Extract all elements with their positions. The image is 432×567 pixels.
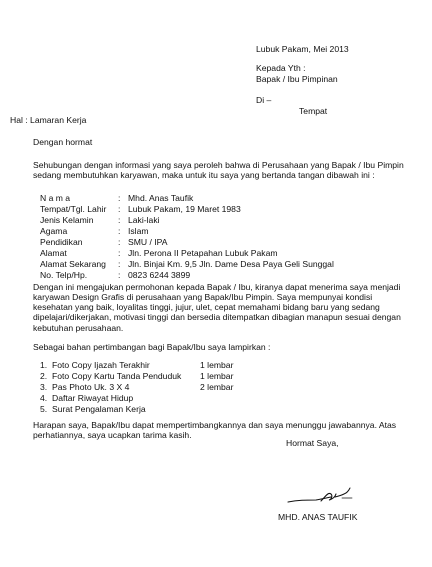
recipient-block: [256, 44, 349, 117]
detail-row: [40, 259, 400, 270]
detail-row: [40, 237, 400, 248]
item-number: 4.: [40, 393, 48, 404]
attachments-list: [40, 360, 340, 415]
item-qty: 2 lembar: [200, 382, 234, 393]
detail-label: N a m a: [40, 193, 71, 204]
item-qty: 1 lembar: [200, 360, 234, 371]
item-text: Daftar Riwayat Hidup: [52, 393, 134, 404]
place-date: Lubuk Pakam, Mei 2013: [256, 44, 349, 54]
detail-value: Lubuk Pakam, 19 Maret 1983: [128, 204, 241, 215]
detail-row: [40, 270, 400, 281]
signer-name: MHD. ANAS TAUFIK: [278, 512, 358, 522]
item-number: 3.: [40, 382, 48, 393]
detail-row: [40, 193, 400, 204]
detail-label: Pendidikan: [40, 237, 83, 248]
item-number: 5.: [40, 404, 48, 415]
detail-row: [40, 215, 400, 226]
detail-colon: :: [118, 237, 121, 248]
closing-paragraph: Harapan saya, Bapak/Ibu dapat mempertimbangkannya dan saya menunggu jawabannya. Atas perhatiannya, saya ucapkan tarima kasih.: [33, 420, 397, 441]
detail-colon: :: [118, 226, 121, 237]
list-item: [40, 393, 340, 404]
list-item: [40, 360, 340, 371]
list-item: [40, 404, 340, 415]
recipient-location: Di –: [256, 95, 272, 105]
detail-label: Agama: [40, 226, 68, 237]
detail-colon: :: [118, 204, 121, 215]
detail-label: Tempat/Tgl. Lahir: [40, 204, 107, 215]
detail-row: [40, 248, 400, 259]
detail-label: Jenis Kelamin: [40, 215, 94, 226]
detail-colon: :: [118, 193, 121, 204]
item-number: 1.: [40, 360, 48, 371]
detail-row: [40, 204, 400, 215]
detail-value: Mhd. Anas Taufik: [128, 193, 194, 204]
recipient-place: Tempat: [299, 106, 328, 116]
detail-colon: :: [118, 248, 121, 259]
detail-colon: :: [118, 215, 121, 226]
detail-value: Laki-laki: [128, 215, 160, 226]
recipient-name: Bapak / Ibu Pimpinan: [256, 74, 338, 84]
letter-subject: Hal : Lamaran Kerja: [10, 115, 87, 125]
item-text: Foto Copy Kartu Tanda Penduduk: [52, 371, 182, 382]
handwritten-signature: [286, 482, 361, 507]
item-text: Foto Copy Ijazah Terakhir: [52, 360, 150, 371]
detail-value: Jln. Binjai Km. 9,5 Jln. Dame Desa Paya Geli Sunggal: [128, 259, 334, 270]
list-item: [40, 382, 340, 393]
recipient-label: Kepada Yth :: [256, 63, 306, 73]
applicant-details: [40, 193, 400, 281]
signature-salutation: Hormat Saya,: [286, 438, 339, 448]
item-text: Surat Pengalaman Kerja: [52, 404, 146, 415]
detail-colon: :: [118, 270, 121, 281]
detail-label: Alamat Sekarang: [40, 259, 106, 270]
intro-paragraph: Sehubungan dengan informasi yang saya peroleh bahwa di Perusahaan yang Bapak / Ibu Pimpin sedang membutuhkan karyawan, maka untuk itu saya yang bertanda tangan dibawah ini :: [33, 160, 404, 181]
detail-value: Jln. Perona II Petapahan Lubuk Pakam: [128, 248, 278, 259]
greeting: Dengan hormat: [33, 137, 93, 147]
application-paragraph: Dengan ini mengajukan permohonan kepada Bapak / Ibu, kiranya dapat menerima saya menjadi karyawan Design Grafis di perusahaan yang Bapak/Ibu Pimpin. Saya mempunyai kondisi kesehatan yang baik, loyalitas tinggi, jujur, ulet, cepat memahami bidang baru yang sedang dipelajari/dikerjakan, motivasi tinggi dan bersedia ditempatkan dibagian manapun sesuai dengan kebutuhan perusahaan.: [33, 282, 401, 333]
detail-row: [40, 226, 400, 237]
detail-value: SMU / IPA: [128, 237, 168, 248]
detail-colon: :: [118, 259, 121, 270]
list-item: [40, 371, 340, 382]
item-number: 2.: [40, 371, 48, 382]
attachments-intro: Sebagai bahan pertimbangan bagi Bapak/Ibu saya lampirkan :: [33, 342, 271, 352]
detail-value: Islam: [128, 226, 149, 237]
detail-label: Alamat: [40, 248, 67, 259]
detail-label: No. Telp/Hp.: [40, 270, 88, 281]
item-text: Pas Photo Uk. 3 X 4: [52, 382, 130, 393]
detail-value: 0823 6244 3899: [128, 270, 191, 281]
item-qty: 1 lembar: [200, 371, 234, 382]
